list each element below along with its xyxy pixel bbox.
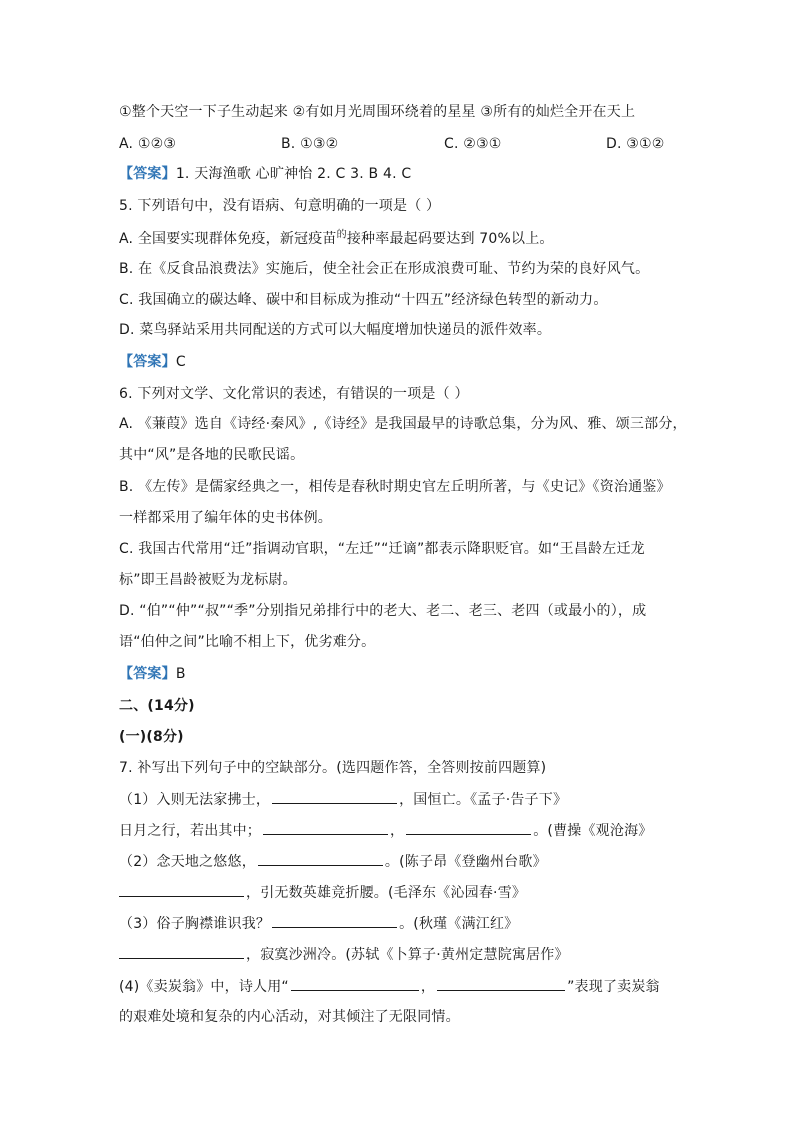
answer-blank[interactable] xyxy=(406,820,531,835)
q7-item-2b xyxy=(119,882,526,903)
q7-item-1b xyxy=(119,820,652,841)
q7-item-4 xyxy=(119,976,660,997)
q7-item-3b-text: ，寂寞沙洲冷。(苏轼《卜算子·黄州定慧院寓居作》 xyxy=(246,947,569,963)
q5-stem: 5. 下列语句中，没有语病、句意明确的一项是（ ） xyxy=(119,198,441,214)
q5-answer: C xyxy=(175,354,186,370)
answer-tag: 【答案】 xyxy=(119,354,176,370)
q6-option-c-line2: 标”即王昌龄被贬为龙标尉。 xyxy=(119,572,297,588)
q7-item-1 xyxy=(119,789,567,810)
q4-option-a: A. ①②③ xyxy=(119,136,177,152)
q7-item-4-text-2: ”表现了卖炭翁 xyxy=(567,979,660,995)
q6-answer-line xyxy=(119,664,186,684)
q6-option-d-line1: D. “伯”“仲”“叔”“季”分别指兄弟排行中的老大、老二、老三、老四（或最小的），成 xyxy=(119,603,647,619)
section-2-heading: 二、(14分) xyxy=(119,698,195,714)
q6-option-c-line1: C. 我国古代常用“迁”指调动官职，“左迁”“迁谪”都表示降职贬官。如“王昌龄左迁龙 xyxy=(119,541,645,557)
q7-item-1b-text: 日月之行，若出其中； xyxy=(119,823,261,839)
q5-option-d: D. 菜鸟驿站采用共同配送的方式可以大幅度增加快递员的派件效率。 xyxy=(119,322,552,338)
answer-text: 1. 天海渔歌 心旷神怡 2. C 3. B 4. C xyxy=(175,166,412,182)
q5-option-a-text: A. 全国要实现群体免疫，新冠疫苗 xyxy=(119,231,337,247)
answer-tag: 【答案】 xyxy=(119,666,176,682)
q7-item-4b: 的艰难处境和复杂的内心活动，对其倾注了无限同情。 xyxy=(119,1009,460,1025)
q6-stem: 6. 下列对文学、文化常识的表述，有错误的一项是（ ） xyxy=(119,386,469,402)
answer-blank[interactable] xyxy=(119,944,244,959)
answer-blank[interactable] xyxy=(258,851,383,866)
q7-stem: 7. 补写出下列句子中的空缺部分。(选四题作答，全答则按前四题算) xyxy=(119,760,547,776)
answer-blank[interactable] xyxy=(119,882,244,897)
q5-option-a-sup: 的 xyxy=(336,229,347,241)
q7-item-1-text: （1）入则无法家拂士， xyxy=(119,792,271,808)
q4-option-c: C. ②③① xyxy=(444,136,502,152)
answer-blank[interactable] xyxy=(263,820,388,835)
q6-option-d-line2: 语“伯仲之间”比喻不相上下，优劣难分。 xyxy=(119,634,376,650)
q7-item-3 xyxy=(119,913,518,934)
answer-blank[interactable] xyxy=(291,976,419,991)
q6-option-b-line2: 一样都采用了编年体的史书体例。 xyxy=(119,510,332,526)
q4-option-b: B. ①③② xyxy=(281,136,339,152)
q7-item-3b xyxy=(119,944,569,965)
answer-blank[interactable] xyxy=(272,913,397,928)
q7-item-4-sep: ， xyxy=(420,979,436,995)
q7-item-4-text: (4)《卖炭翁》中，诗人用“ xyxy=(119,979,289,995)
q5-option-a-text-2: 接种率最起码要达到 70%以上。 xyxy=(346,231,554,247)
q5-option-c: C. 我国确立的碳达峰、碳中和目标成为推动“十四五”经济绿色转型的新动力。 xyxy=(119,292,608,308)
q7-item-3-text: （3）俗子胸襟谁识我？ xyxy=(119,916,271,932)
answer-tag: 【答案】 xyxy=(119,166,176,182)
q6-option-b-line1: B. 《左传》是儒家经典之一，相传是春秋时期史官左丘明所著，与《史记》《资治通鉴》 xyxy=(119,479,671,495)
q7-item-2b-text: ，引无数英雄竞折腰。(毛泽东《沁园春·雪》 xyxy=(246,885,527,901)
q7-item-2-source: 。(陈子昂《登幽州台歌》 xyxy=(384,854,547,870)
q7-item-3-source: 。(秋瑾《满江红》 xyxy=(399,916,519,932)
q6-option-a-line2: 其中“风”是各地的民歌民谣。 xyxy=(119,447,305,463)
q7-item-1-source: ，国恒亡。《孟子·告子下》 xyxy=(399,792,568,808)
q4-option-d: D. ③①② xyxy=(606,136,665,152)
q7-item-2-text: （2）念天地之悠悠， xyxy=(119,854,256,870)
answer-blank[interactable] xyxy=(272,789,397,804)
q6-option-a-line1: A. 《蒹葭》选自《诗经·秦风》,《诗经》是我国最早的诗歌总集，分为风、雅、颂三部分， xyxy=(119,416,687,432)
q5-answer-line xyxy=(119,352,186,372)
q7-item-2 xyxy=(119,851,547,872)
q6-answer: B xyxy=(175,666,186,682)
q7-item-1b-sep: ， xyxy=(390,823,405,839)
subsection-1-heading: (一)(8分) xyxy=(119,729,184,745)
q7-item-1b-source: 。(曹操《观沧海》 xyxy=(533,823,653,839)
q5-option-a xyxy=(119,229,554,249)
q4-options xyxy=(119,134,679,154)
q4-sentences: ①整个天空一下子生动起来 ②有如月光周围环绕着的星星 ③所有的灿烂全开在天上 xyxy=(119,104,636,120)
answer-line-1-4 xyxy=(119,164,411,184)
answer-blank[interactable] xyxy=(437,976,565,991)
q5-option-b: B. 在《反食品浪费法》实施后，使全社会正在形成浪费可耻、节约为荣的良好风气。 xyxy=(119,261,650,277)
